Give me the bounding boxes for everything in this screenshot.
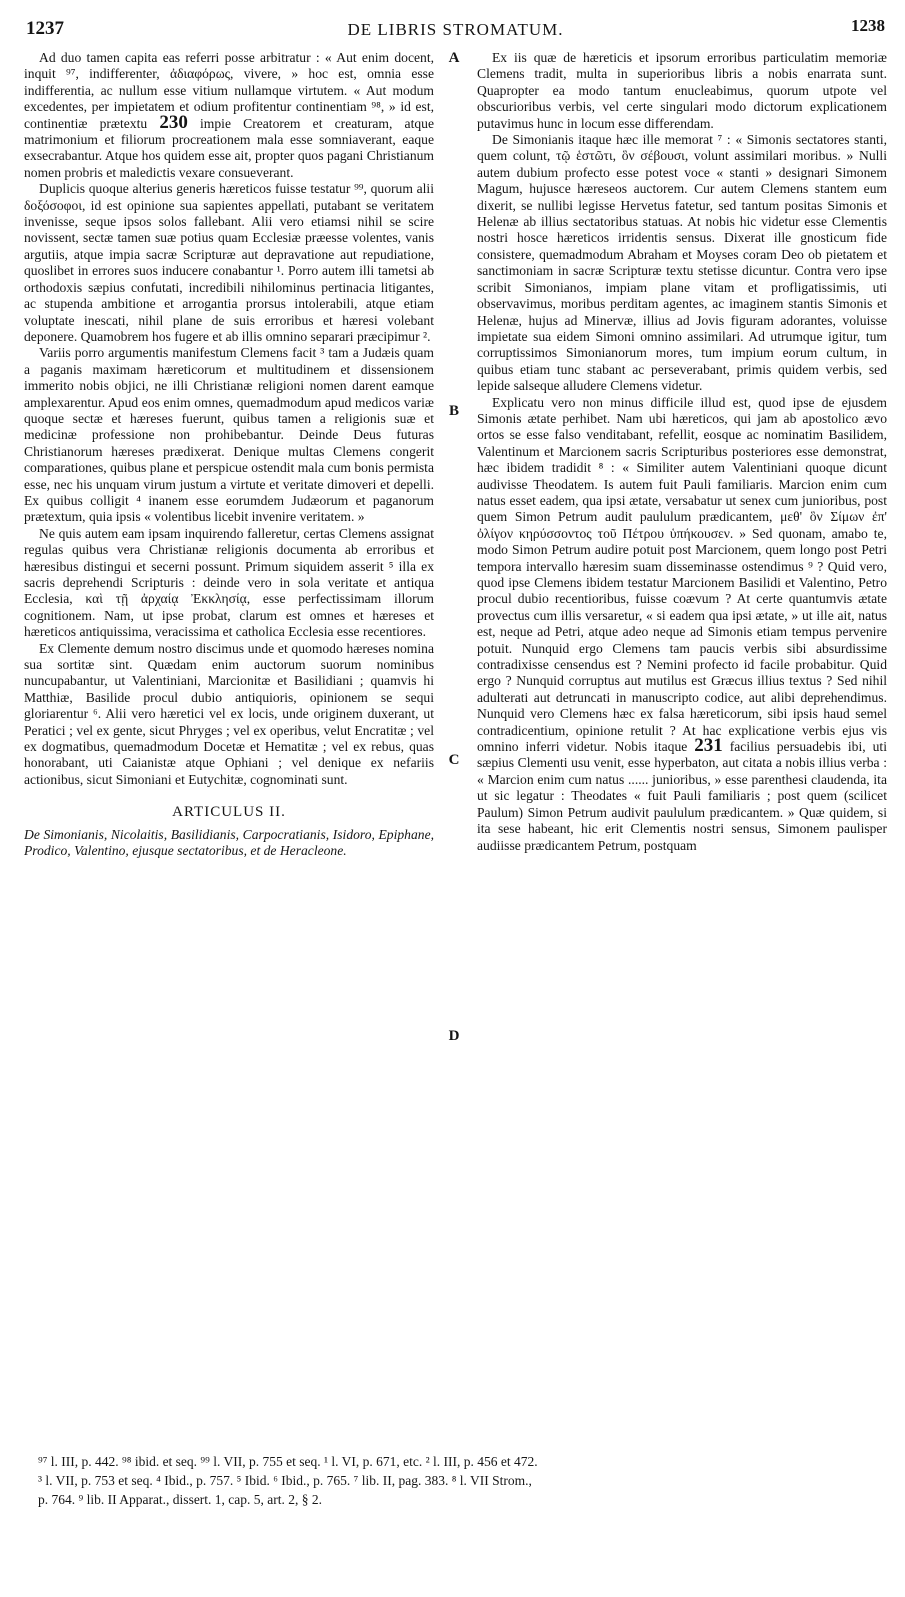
paragraph bbox=[24, 50, 434, 181]
paragraph: Duplicis quoque alterius generis hæreticos fuisse testatur ⁹⁹, quorum alii δοξόσοφοι, id est opinione sua sapientes appellati, putabant se veritatem invenisse, seque ipsos solos fallebant. Alii vero etiamsi nihil se scire novissent, sectæ tamen suæ potius quam Ecclesiæ præesse volentes, vanis argutiis, atque impia sacræ Scripturæ aut depravatione aut repudiatione, quoslibet in errores suos inducere conabantur ¹. Porro autem illi tametsi ab orthodoxis sæpius confutati, incredibili nihilominus pertinacia litigantes, ac stupenda ambitione et arrogantia prorsus intolerabili, atque etiam voluptate inescati, nihil plane de suis erroribus et hæresi volebant deponere. Quamobrem hos fugere et ab illis omnino separari præcipimur ². bbox=[24, 181, 434, 344]
paragraph-text: facilius persuadebis ibi, uti sæpius Clementi usu venit, esse hyperbaton, aut citata a nobis illius verba : « Marcion enim cum natus ...... junioribus, » esse parenthesi claudenda, ita ut sic legatur : Theodates « fuit Pauli familiaris ; post quem (scilicet Paulum) Simon Petrum audivit paululum prædicantem. » Quæ quidem, si ita sese habeant, hic erit Clementis nostri sensus, Simonem paulisper audiisse prædicantem Petrum, postquam bbox=[477, 739, 887, 853]
page-number-left: 1237 bbox=[26, 18, 64, 39]
paragraph: Ne quis autem eam ipsam inquirendo falleretur, certas Clemens assignat regulas quibus vera Christianæ religionis documenta ab erroribus et hæresibus distingui et secerni possunt. Primum siquidem asserit ⁵ illa ex sacris deprehendi Scripturis : deinde vero in sola veritate et antiqua Ecclesia, καὶ τῇ ἀρχαίᾳ Ἐκκλησίᾳ, esse perfectissimam illorum cognitionem. Nam, ut ipse probat, clarum est omnes et hæreses et hæreticos antiquissima, veracissima et catholica Ecclesia esse recentiores. bbox=[24, 525, 434, 640]
margin-marker-b: B bbox=[448, 403, 459, 419]
paragraph: Ex iis quæ de hæreticis et ipsorum erroribus particulatim memoriæ Clemens tradit, multa in superioribus libris a nobis enarrata sunt. Quapropter ea modo tantum enucleabimus, quorum utpote vel obscurioribus verbis, vel certe singulari modo dictorum explicationem putavimus hunc in locum esse differendam. bbox=[477, 50, 887, 131]
paragraph-text: Ad duo tamen capita eas referri posse arbitratur : « Aut enim docent, inquit ⁹⁷, indifferenter, ἀδιαφόρως, vivere, » hoc est, omnia esse indifferentia, ac nullum esse vitium nullamque virtutem. « Aut modum excedentes, per impietatem et odium profitentur continentiam ⁹⁸, » id est, continentiæ prætextu bbox=[24, 50, 434, 131]
article-title: ARTICULUS II. bbox=[172, 804, 286, 821]
page-header bbox=[26, 18, 885, 44]
left-column bbox=[24, 50, 434, 1430]
marginal-page-number: 230 bbox=[159, 111, 188, 133]
marginal-page-number: 231 bbox=[694, 735, 723, 757]
running-title: DE LIBRIS STROMATUM. bbox=[347, 20, 564, 39]
paragraph-text: Explicatu vero non minus difficile illud est, quod ipse de ejusdem Simonis ætate perhibet. Nam ubi hæreticos, qui jam ab apostolico ævo ortos se esse falso venditabant, refellit, eosque ac nominatim Basilidem, Valentinum et Marcionem sacris Scripturibus posteriores esse demonstrat, hæc ibidem tradidit ⁸ : « Similiter autem Valentiniani quoque dicunt audivisse Theodatem. Is autem fuit Pauli familiaris. Marcion enim cum natus esset eadem, qua ipsi ætate, versabatur ut senex cum junioribus, post quem Simon Petrum audit paululum prædicantem, μεθ' ὃν Σίμων ἐπ' ὀλίγον κηρύσσοντος τοῦ Πέτρου ὑπήκουσεν. » Sed quonam, amabo te, modo Simon Petrum audire potuit post Marcionem, quem longo post Petri tempora intervallo hæresim suam disseminasse ostendimus ⁹ ? Quid vero, quod ipse Clemens ibidem testatur Marcionem Basilidi et Valentino, Petro procul dubio recentioribus, fuisse coævum ? At certe quantumvis ætate provectus cum illis versaretur, « si eadem qua ipsi ætate, » ut ille ait, natus est, neque ad Petri, atque adeo neque ad Simonis etiam tempus pervenire potuit. Nunquid ergo Clemens tam paucis verbis sibi absurdissime contradixisse censendus est ? Nemini profecto id facile probabitur. Quid ergo ? Nunquid corruptus aut mutilus est Græcus illius textus ? Sed nihil adulterati aut detruncati in manuscripto codice, aut alibi deprehendimus. Nunquid vero Clemens hæc ex falsa hæreticorum, sibi ipsis haud semel contradicentium, opinione retulit ? At hac explicatione verbis ejus vis omnino inferri videtur. Nobis itaque bbox=[477, 394, 887, 755]
article-subtitle: De Simonianis, Nicolaitis, Basilidianis, Carpocratianis, Isidoro, Epiphane, Prodico, Valentino, ejusque sectatoribus, et de Heracleone. bbox=[24, 826, 434, 859]
footnote-line: ⁹⁷ l. III, p. 442. ⁹⁸ ibid. et seq. ⁹⁹ l. VII, p. 755 et seq. ¹ l. VI, p. 671, etc. ² l. III, p. 456 et 472. bbox=[38, 1454, 538, 1469]
paragraph: Ex Clemente demum nostro discimus unde et quomodo hæreses nomina sua sortitæ sint. Quædam enim auctorum suorum nominibus nuncupabantur, ut Valentiniani, Marcionitæ et Basilidiani ; quamvis hi Matthiæ, Basilide procul dubio antiquioris, opinionem se sequi gloriarentur ⁶. Alii vero hæretici vel ex locis, unde originem duxerant, ut Peratici ; vel ex gente, sicut Phryges ; vel ex operibus, velut Encratitæ ; vel ex dogmatibus, quemadmodum Docetæ et Hematitæ ; vel ex rebus, quas honorabant, uti Caianistæ atque Ophiani ; vel denique ex nefariis actionibus, sicut Simoniani et Eutychitæ, cognominati sunt. bbox=[24, 640, 434, 787]
paragraph-text: impie Creatorem et creaturam, atque matrimonium et filiorum procreationem mala esse somniaverant, eaque exsecrabantur. Atque hos quidem esse ait, propter quos pagani Christianum nomen probris et maledictis vexare consueverant. bbox=[24, 115, 434, 180]
page-number-right: 1238 bbox=[851, 16, 885, 35]
footnotes bbox=[38, 1452, 888, 1509]
margin-marker-d: D bbox=[448, 1028, 460, 1044]
margin-marker-a: A bbox=[448, 50, 460, 66]
margin-marker-c: C bbox=[448, 752, 460, 768]
paragraph bbox=[477, 395, 887, 854]
paragraph: De Simonianis itaque hæc ille memorat ⁷ : « Simonis sectatores stanti, quem colunt, τῷ ἑστῶτι, ὃν σέβουσι, volunt assimilari moribus. » Nulli autem dubium profecto esse potest voce « stanti » designari Simonem Magum, hujusce hæreseos auctorem. Cur autem Clemens stantem eum dixerit, se nullibi legisse Hervetus fatetur, sed tantum positas Simonis et Helenæ ab illius sectatoribus statuas. At nobis hic videtur esse Clementis nostri hosce hæreticos irridentis sensus. Dixerat ille gnosticum fide consistere, quemadmodum Abraham et Moyses coram Deo ob pietatem et sanctimoniam in sacræ Scripturæ textu stetisse dicuntur. Contra vero ipse scribit Simonianos, impiam plane vitam et profligatissimis, uti observavimus, moribus perditam agentes, ac imaginem stantis Simonis et Helenæ, hujus ad Minervæ, illius ad Jovis figuram adorantes, voluisse impietate sua eidem Simoni omnino assimilari. Ad utrumque igitur, tum corruptissimos Simonianorum mores, tum impium eorum cultum, in quibus etiam tunc stabant ac perseverabant, primis quidem verbis, sed lepide salseque alludere Clemens videtur. bbox=[477, 132, 887, 394]
paragraph: Variis porro argumentis manifestum Clemens facit ³ tam a Judæis quam a paganis maximam hæreticorum et multitudinem et dissensionem immerito nobis objici, ne illi Christianæ religioni nomen darent eamque amplexarentur. Apud eos enim omnes, quemadmodum apud medicos variæ quoque sectæ et hæreses fuerunt, quibus tamen a religionis suæ et medicinæ professione non prohibebantur. Deinde Deus futuras Christianorum hæreses prædixerat. Denique multas Clemens congerit comparationes, quibus plane et perspicue ostendit mala cum bonis permista esse, nec his unquam virum justum a virtute et veritate dimoveri et depelli. Ex quibus colligit ⁴ inanem esse eorumdem Judæorum et paganorum prætextum, quia ipsis « volentibus licebit invenire veritatem. » bbox=[24, 345, 434, 525]
footnote-line: p. 764. ⁹ lib. II Apparat., dissert. 1, cap. 5, art. 2, § 2. bbox=[38, 1492, 323, 1507]
footnote-line: ³ l. VII, p. 753 et seq. ⁴ Ibid., p. 757. ⁵ Ibid. ⁶ Ibid., p. 765. ⁷ lib. II, pag. 383. ⁸ l. VII Strom., bbox=[38, 1473, 532, 1488]
right-column bbox=[477, 50, 887, 1430]
